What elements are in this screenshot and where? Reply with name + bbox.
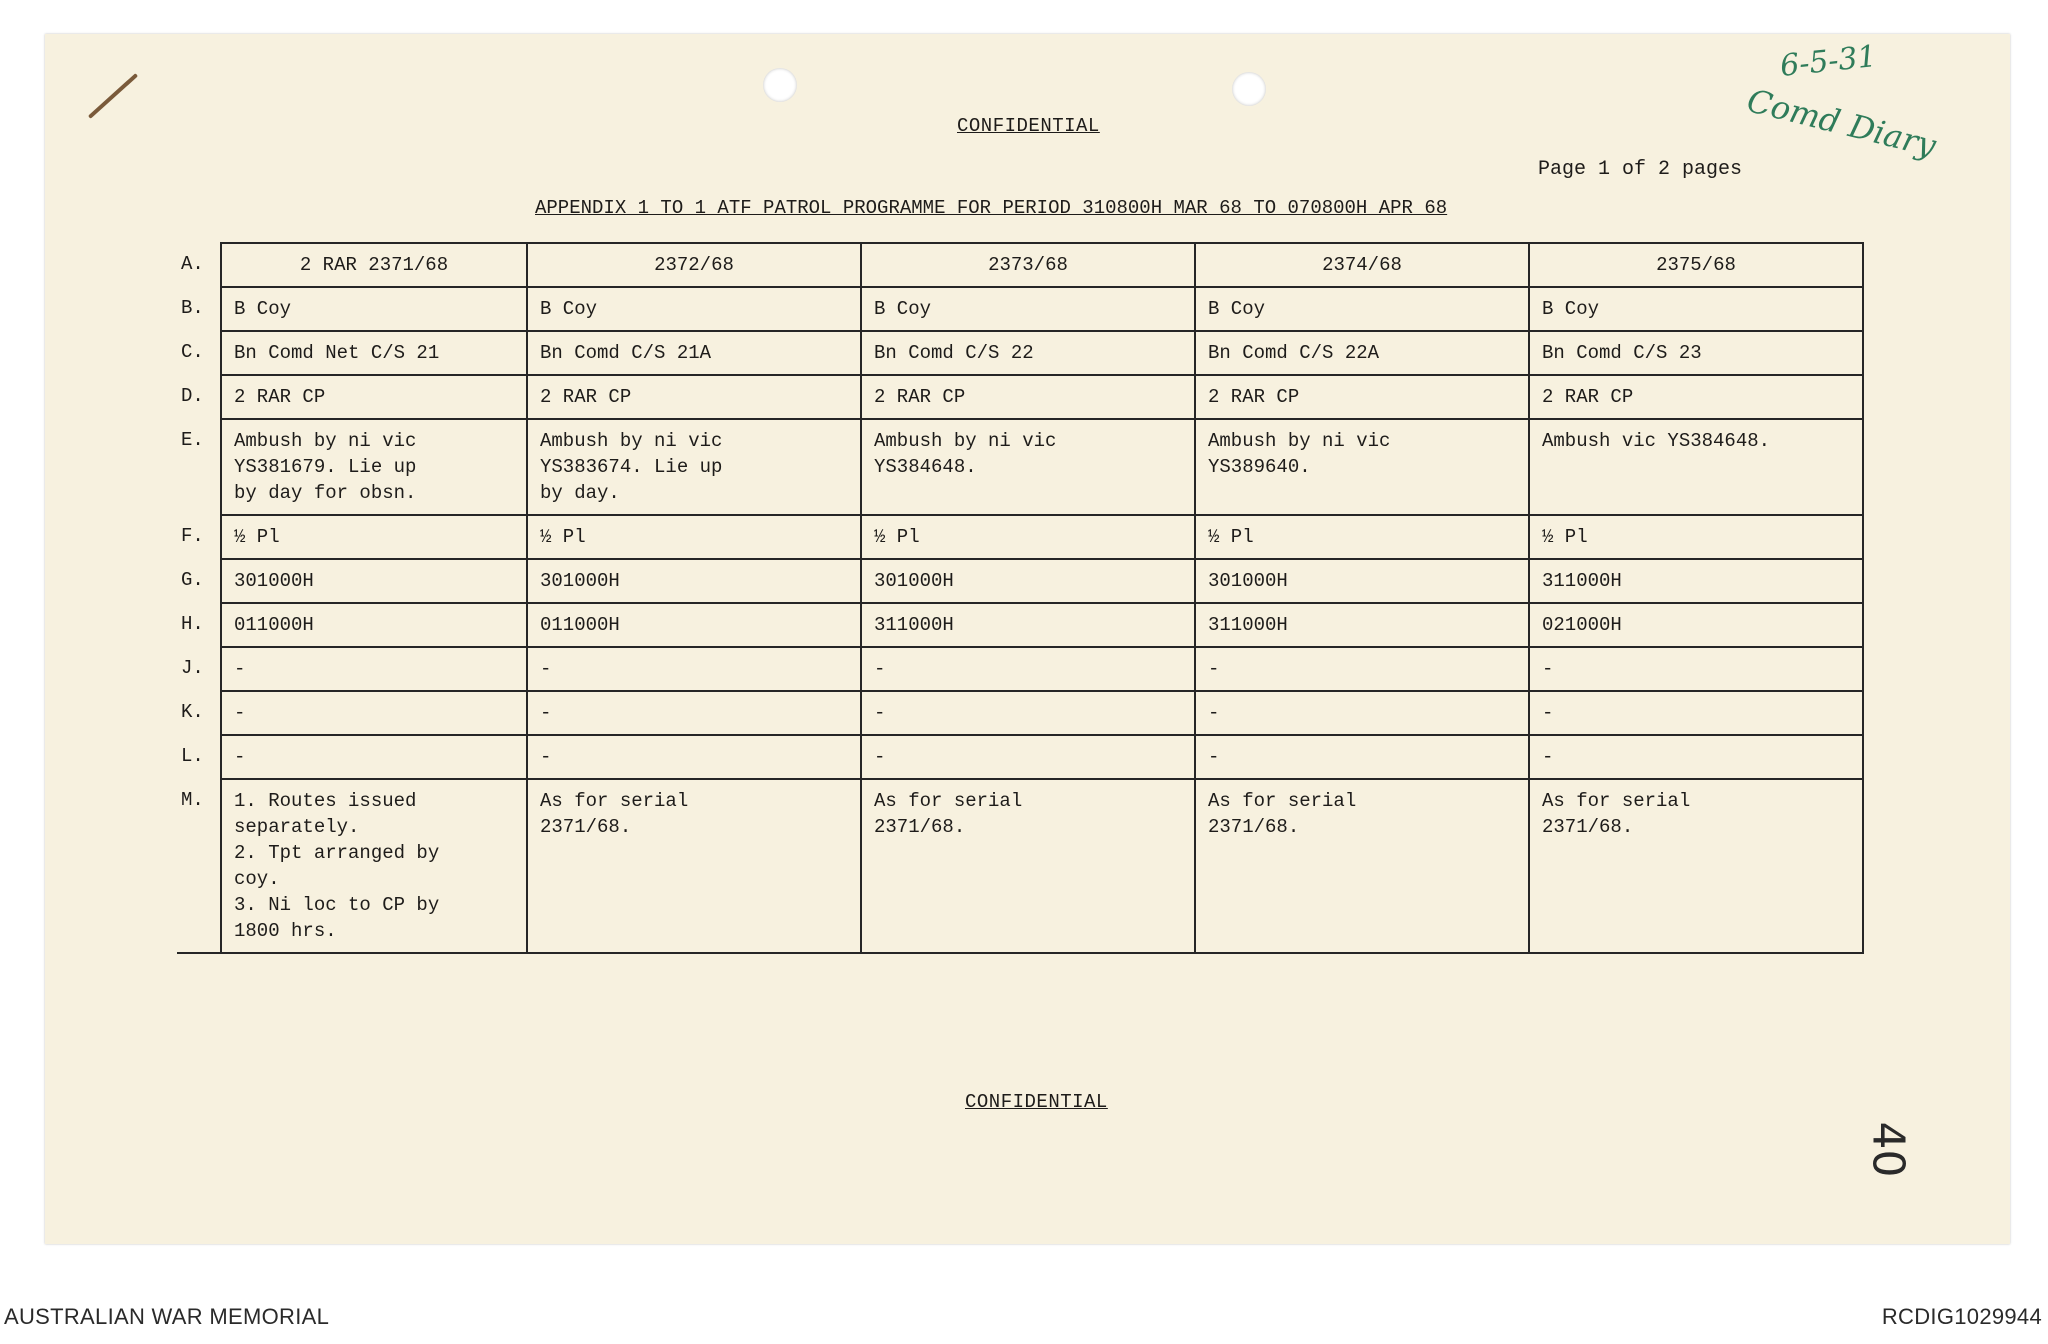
document-sheet xyxy=(45,34,2010,1244)
table-cell: As for serial 2371/68. xyxy=(527,779,861,953)
row-label: C. xyxy=(177,331,221,375)
table-cell: B Coy xyxy=(861,287,1195,331)
row-label: A. xyxy=(177,243,221,287)
table-cell: B Coy xyxy=(527,287,861,331)
table-cell: 2375/68 xyxy=(1529,243,1863,287)
table-row xyxy=(177,515,1863,559)
table-row xyxy=(177,243,1863,287)
staple-pin xyxy=(88,73,138,119)
table-cell: B Coy xyxy=(1529,287,1863,331)
table-cell: Ambush vic YS384648. xyxy=(1529,419,1863,515)
table-cell: ½ Pl xyxy=(1529,515,1863,559)
table-row xyxy=(177,375,1863,419)
table-cell: - xyxy=(1195,647,1529,691)
row-label: B. xyxy=(177,287,221,331)
table-cell: 1. Routes issued separately. 2. Tpt arranged by coy. 3. Ni loc to CP by 1800 hrs. xyxy=(221,779,527,953)
table-cell: Ambush by ni vic YS381679. Lie up by day for obsn. xyxy=(221,419,527,515)
table-cell: ½ Pl xyxy=(221,515,527,559)
table-cell: 2 RAR CP xyxy=(861,375,1195,419)
table-cell: ½ Pl xyxy=(527,515,861,559)
table-cell: - xyxy=(1529,691,1863,735)
table-cell: - xyxy=(527,691,861,735)
handwritten-note: Comd Diary xyxy=(1743,81,1940,165)
table-cell: 311000H xyxy=(861,603,1195,647)
table-cell: 2 RAR CP xyxy=(1529,375,1863,419)
table-cell: - xyxy=(1529,735,1863,779)
page-number: Page 1 of 2 pages xyxy=(1538,158,1743,181)
table-cell: - xyxy=(861,735,1195,779)
table-cell: Ambush by ni vic YS384648. xyxy=(861,419,1195,515)
table-cell: 301000H xyxy=(221,559,527,603)
table-cell: 011000H xyxy=(221,603,527,647)
table-cell: 2373/68 xyxy=(861,243,1195,287)
table-cell: 2372/68 xyxy=(527,243,861,287)
table-cell: - xyxy=(1529,647,1863,691)
table-cell: As for serial 2371/68. xyxy=(861,779,1195,953)
table-row xyxy=(177,559,1863,603)
table-cell: Bn Comd C/S 21A xyxy=(527,331,861,375)
table-cell: - xyxy=(1195,735,1529,779)
table-row xyxy=(177,331,1863,375)
table-cell: As for serial 2371/68. xyxy=(1195,779,1529,953)
table-row xyxy=(177,603,1863,647)
table-row xyxy=(177,287,1863,331)
table-cell: 311000H xyxy=(1529,559,1863,603)
row-label: K. xyxy=(177,691,221,735)
table-cell: ½ Pl xyxy=(1195,515,1529,559)
table-cell: B Coy xyxy=(1195,287,1529,331)
table-cell: 311000H xyxy=(1195,603,1529,647)
table-cell: - xyxy=(221,735,527,779)
table-cell: - xyxy=(861,647,1195,691)
confidential-footer: CONFIDENTIAL xyxy=(965,1091,1108,1113)
table-row xyxy=(177,419,1863,515)
patrol-programme-table xyxy=(177,242,1864,954)
table-cell: As for serial 2371/68. xyxy=(1529,779,1863,953)
folio-number: 40 xyxy=(1862,1121,1914,1178)
table-row xyxy=(177,779,1863,953)
table-cell: 301000H xyxy=(527,559,861,603)
document-title: APPENDIX 1 TO 1 ATF PATROL PROGRAMME FOR PERIOD 310800H MAR 68 TO 070800H APR 68 xyxy=(535,197,1448,219)
row-label: G. xyxy=(177,559,221,603)
archive-credit: AUSTRALIAN WAR MEMORIAL xyxy=(4,1304,330,1329)
table-cell: Bn Comd Net C/S 21 xyxy=(221,331,527,375)
table-cell: 2 RAR CP xyxy=(527,375,861,419)
row-label: F. xyxy=(177,515,221,559)
handwritten-date: 6-5-31 xyxy=(1778,39,1879,84)
table-cell: - xyxy=(221,647,527,691)
table-cell: Bn Comd C/S 22 xyxy=(861,331,1195,375)
table-cell: 2 RAR CP xyxy=(221,375,527,419)
confidential-header: CONFIDENTIAL xyxy=(957,115,1100,137)
table-row xyxy=(177,735,1863,779)
row-label: H. xyxy=(177,603,221,647)
row-label: L. xyxy=(177,735,221,779)
row-label: J. xyxy=(177,647,221,691)
table-row xyxy=(177,691,1863,735)
archive-reference: RCDIG1029944 xyxy=(1881,1304,2042,1329)
punch-hole xyxy=(763,68,797,102)
table-cell: - xyxy=(527,647,861,691)
table-cell: ½ Pl xyxy=(861,515,1195,559)
table-cell: Bn Comd C/S 23 xyxy=(1529,331,1863,375)
row-label: M. xyxy=(177,779,221,953)
row-label: E. xyxy=(177,419,221,515)
table-cell: - xyxy=(861,691,1195,735)
table-cell: Ambush by ni vic YS389640. xyxy=(1195,419,1529,515)
table-cell: 2374/68 xyxy=(1195,243,1529,287)
row-label: D. xyxy=(177,375,221,419)
table-cell: 301000H xyxy=(861,559,1195,603)
table-cell: 2 RAR 2371/68 xyxy=(221,243,527,287)
punch-hole xyxy=(1232,72,1266,106)
table-cell: Bn Comd C/S 22A xyxy=(1195,331,1529,375)
table-cell: 021000H xyxy=(1529,603,1863,647)
table-cell: B Coy xyxy=(221,287,527,331)
table-cell: - xyxy=(527,735,861,779)
table-cell: - xyxy=(1195,691,1529,735)
table-row xyxy=(177,647,1863,691)
table-cell: - xyxy=(221,691,527,735)
table-cell: Ambush by ni vic YS383674. Lie up by day. xyxy=(527,419,861,515)
table-cell: 2 RAR CP xyxy=(1195,375,1529,419)
table-cell: 011000H xyxy=(527,603,861,647)
table-cell: 301000H xyxy=(1195,559,1529,603)
